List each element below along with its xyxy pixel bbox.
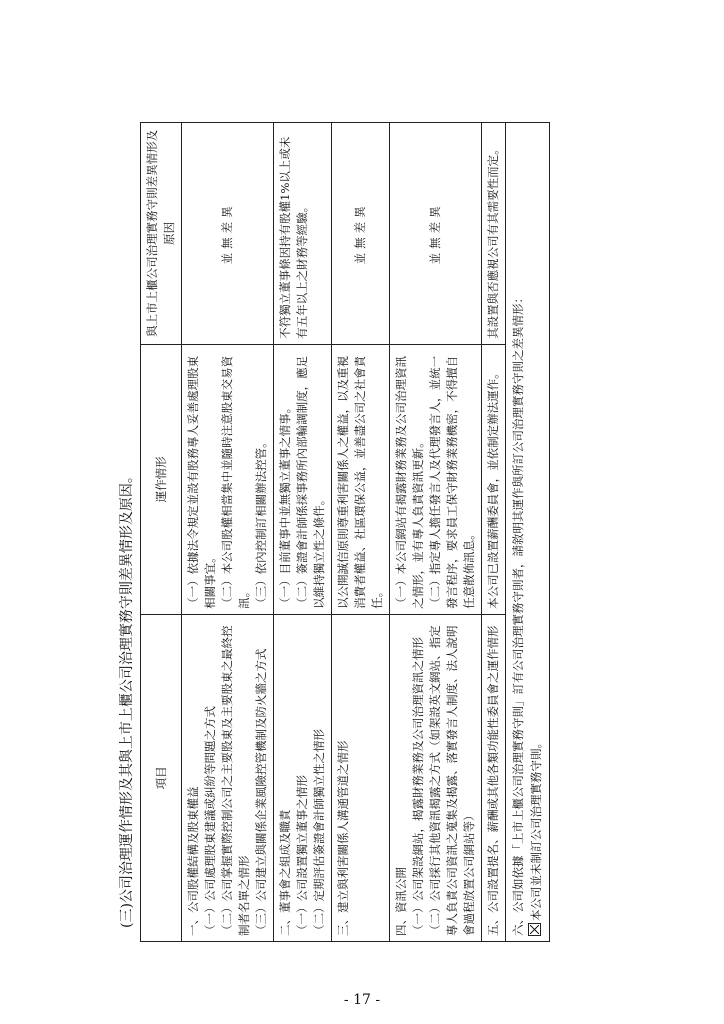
operation-text: （二）簽證會計師係採事務所內部輪調制度，應足以維持獨立性之條件。	[295, 355, 326, 609]
difference-cell: 並無差異	[332, 123, 390, 345]
item-cell	[182, 614, 274, 941]
row-six-option-text: 本公司並未制訂公司治理實務守則。	[529, 737, 543, 921]
operation-text: 以公開誠信原則尊重利害關係人之權益，以及重視消費者權益、社區環保公益，並善盡公司之社會責任。	[336, 355, 384, 609]
table-row	[182, 123, 274, 942]
header-operation: 運作情形	[141, 344, 182, 614]
item-text: （一）公司設置獨立董事之情形	[295, 775, 309, 936]
difference-cell: 並無差異	[182, 123, 274, 345]
item-text: （一）公司架設網站，揭露財務業務及公司治理資訊之情形	[411, 637, 425, 936]
item-text: 五、公司設置提名、薪酬或其他各類功能性委員會之運作情形	[486, 625, 500, 936]
operation-text: （三）依內控制訂相關辦法控管。	[254, 436, 268, 609]
rotated-page-content	[112, 112, 612, 954]
table-row	[482, 123, 506, 942]
operation-text: （一）依據法令規定並設有股務專人妥善處理股東相關事宜。	[186, 355, 217, 609]
operation-text: （一）本公司網站有揭露財務業務及公司治理資訊之情形，並有專人負責資訊更新。	[394, 355, 425, 609]
section-caption: (三)公司治理運作情形及其與上市上櫃公司治理實務守則差異情形及原因。	[119, 469, 135, 928]
row-six-text: 六、公司如依據「上市上櫃公司治理實務守則」訂有公司治理實務守則者，請敘明其運作與所訂公司治理實務守則之差異情形：	[511, 292, 525, 936]
header-item: 項目	[141, 614, 182, 941]
operation-cell	[274, 344, 332, 614]
item-text: （二）公司掌握實際控制公司之主要股東及主要股東之最終控制者名單之情形	[220, 625, 251, 936]
item-cell	[274, 614, 332, 941]
table-row	[274, 123, 332, 942]
item-text: （一）公司處理股東建議或糾紛等問題之方式	[203, 706, 217, 936]
operation-cell	[482, 344, 506, 614]
item-text: 一、公司股權結構及股東權益	[186, 786, 200, 936]
operation-cell	[182, 344, 274, 614]
row-six-cell	[506, 123, 550, 942]
item-text: （二）定期評估簽證會計師獨立性之情形	[312, 729, 326, 936]
item-cell	[390, 614, 482, 941]
item-text: （三）公司建立與關係企業風險控管機制及防火牆之方式	[254, 648, 268, 936]
operation-cell	[390, 344, 482, 614]
table-row	[390, 123, 482, 942]
operation-text: （一）目前董事中並無獨立董事之情事。	[278, 401, 292, 609]
operation-cell	[332, 344, 390, 614]
governance-table	[140, 122, 550, 942]
difference-cell: 並無差異	[390, 123, 482, 345]
item-text: 四、資訊公開	[394, 867, 408, 936]
item-cell	[332, 614, 390, 941]
item-text: 三、建立與利害關係人溝通管道之情形	[336, 740, 350, 936]
header-difference: 與上市上櫃公司治理實務守則差異情形及原因	[141, 123, 182, 345]
difference-cell: 不符獨立董事條因持有股權1%以上或未有五年以上之財務等經驗。	[274, 123, 332, 345]
operation-text: （二）指定專人擔任發言人及代理發言人，並統一發言程序，要求員工保守財務業務機密，不得擅自任意散佈訊息。	[428, 355, 476, 609]
item-text: 二、董事會之組成及職責	[278, 809, 292, 936]
difference-cell: 其設置與否應視公司有其需要性而定。	[482, 123, 506, 345]
operation-text: （二）本公司股權相當集中並隨時注意股東交易資訊。	[220, 355, 251, 609]
table-header-row	[141, 123, 182, 942]
operation-text: 本公司已設置薪酬委員會，並依制定辦法運作。	[486, 367, 500, 609]
table-row-six	[506, 123, 550, 942]
checked-box-icon	[528, 923, 541, 936]
item-text: （二）公司採行其他資訊揭露之方式（如架設英文網站、指定專人負責公司資訊之蒐集及揭露、落實發言人制度、法人說明會過程放置公司網站等）	[428, 625, 476, 936]
item-cell	[482, 614, 506, 941]
table-row	[332, 123, 390, 942]
row-six-option	[527, 128, 545, 936]
page-number: - 17 -	[343, 992, 381, 1008]
